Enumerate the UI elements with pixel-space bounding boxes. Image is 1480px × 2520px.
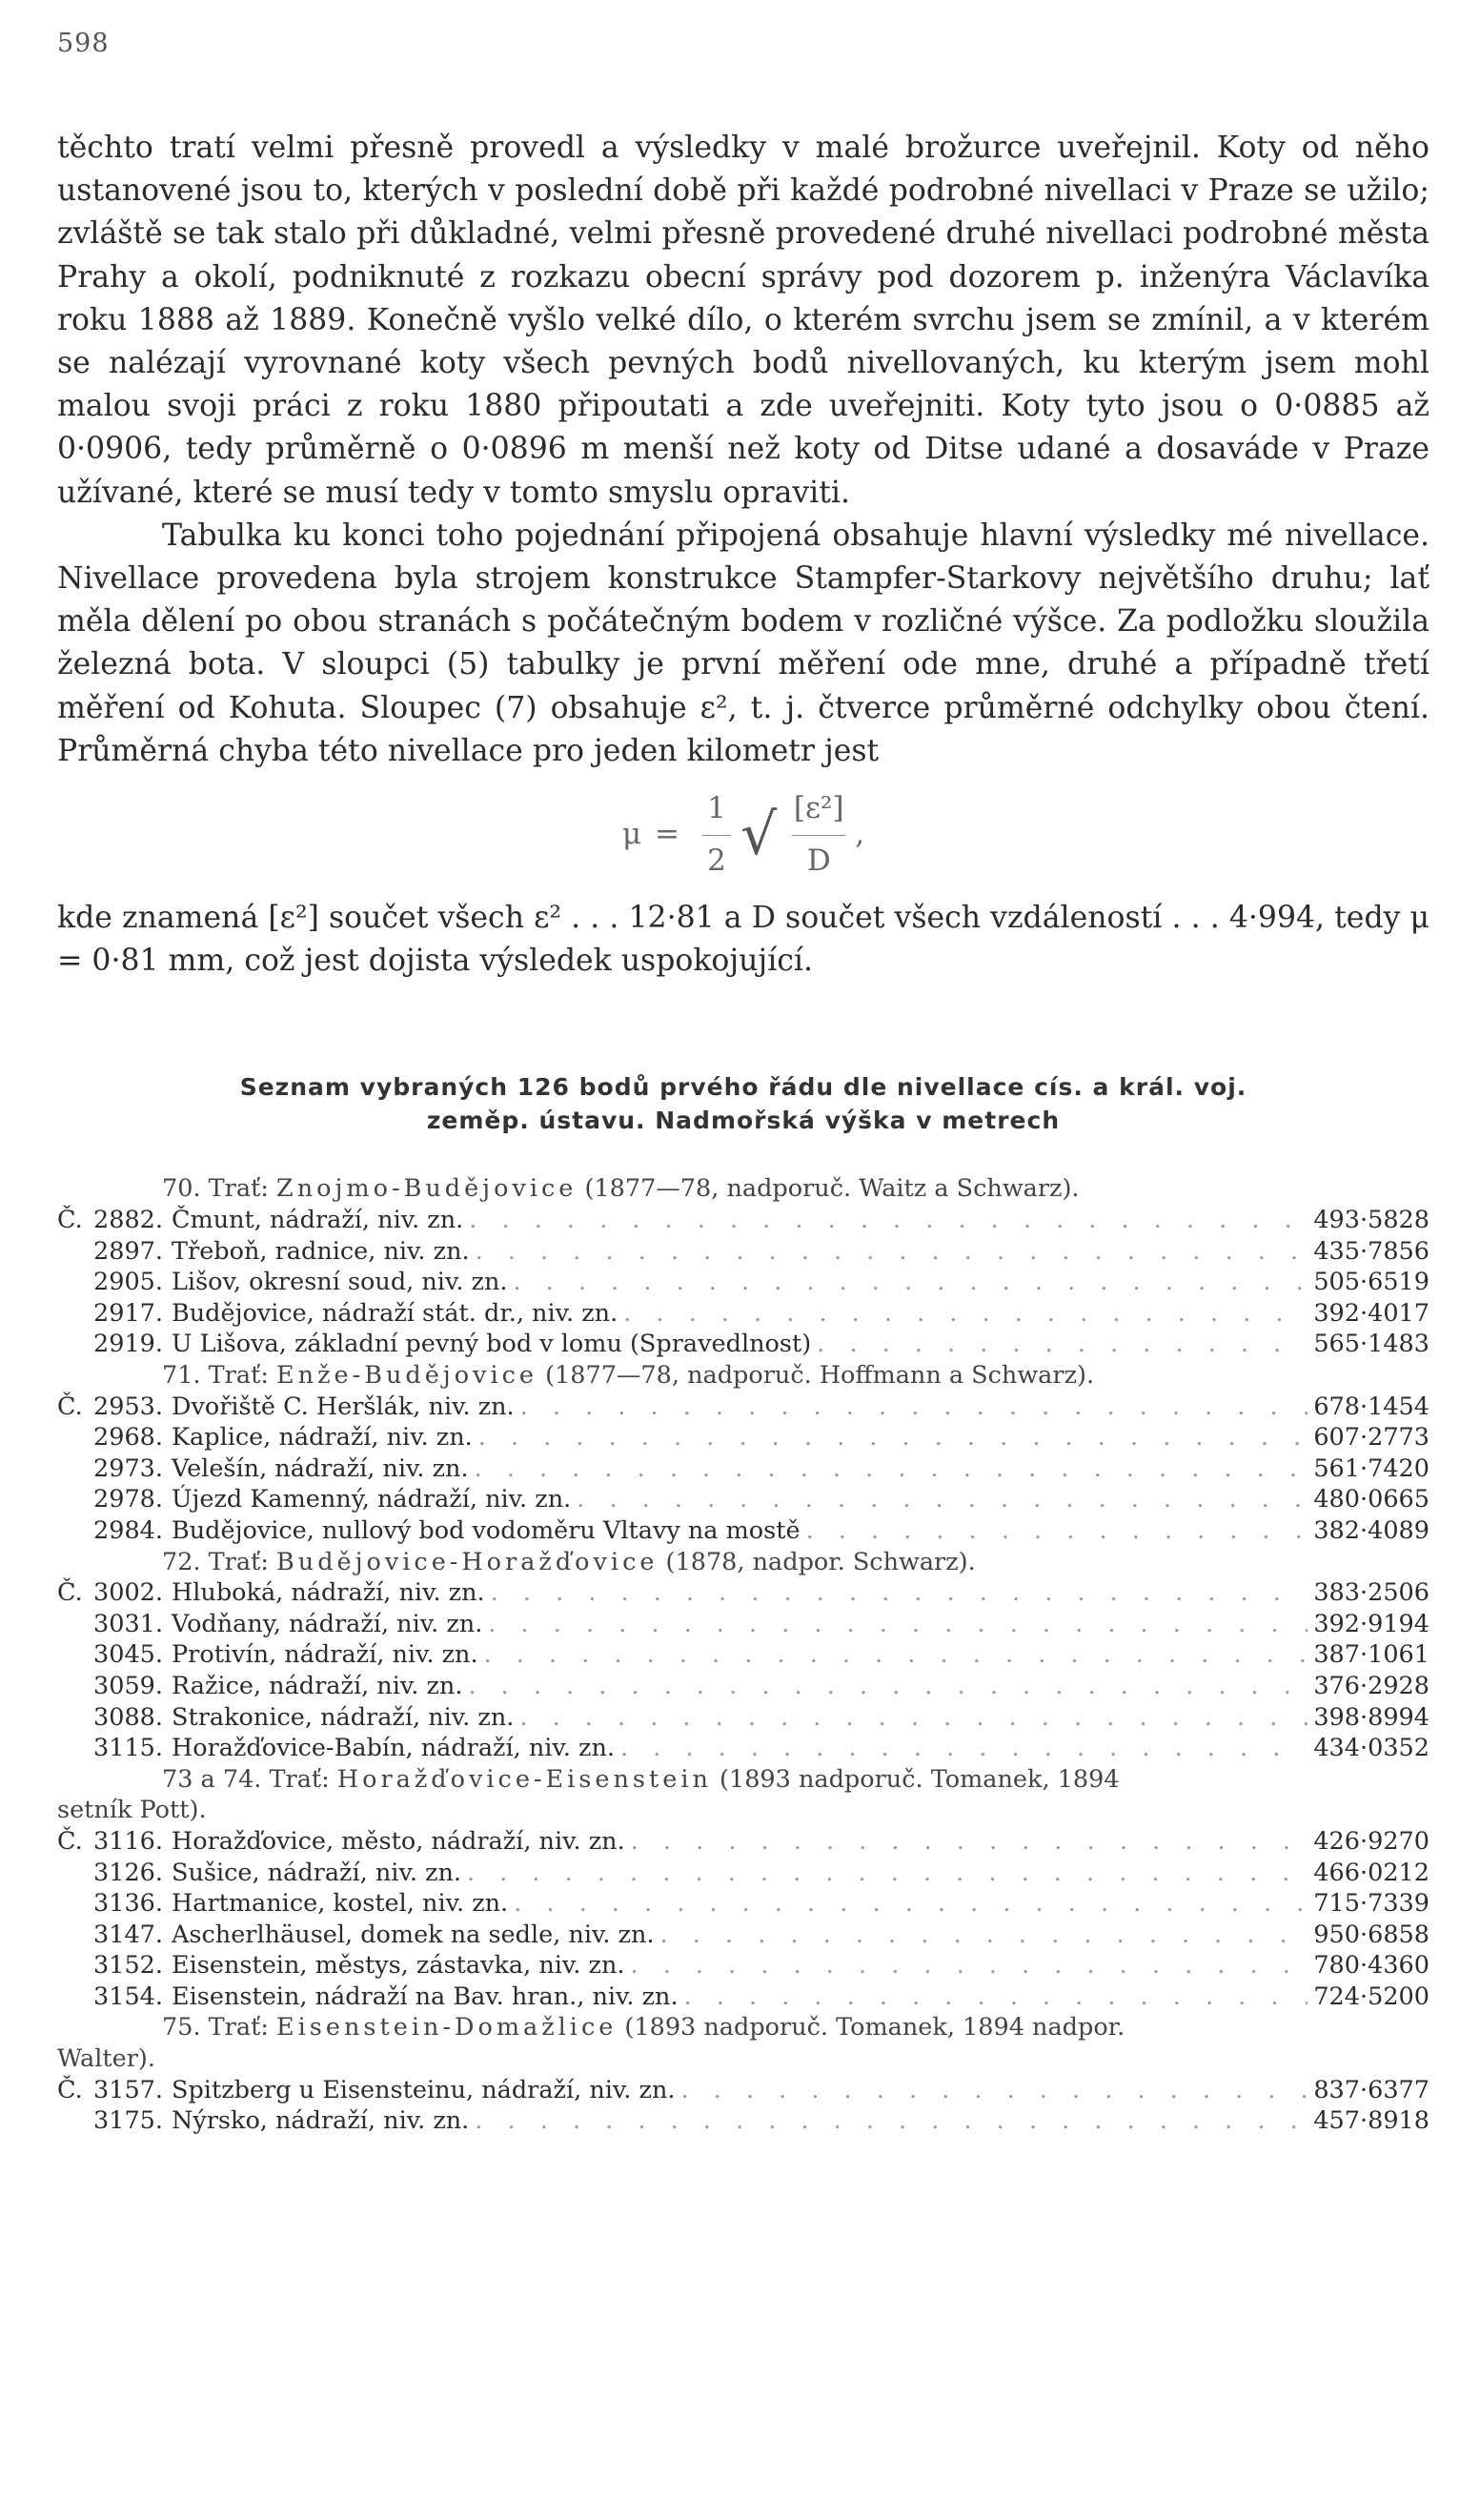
entry-number: 3059. xyxy=(93,1671,164,1700)
entry-name: Hartmanice, kostel, niv. zn. xyxy=(172,1889,509,1919)
paragraph: těchto tratí velmi přesně provedl a výsledky v malé brožurce uveřejnil. Koty od něho ustanovené jsou to, kterých v poslední době při každé podrobné nivellaci v Praze se užilo; zvláště se tak stalo při důkladné, velmi přesně provedené druhé nivellaci podrobné města Prahy a okolí, podniknuté z rozkazu obecní správy pod dozorem p. inženýra Václavíka roku 1888 až 1889. Konečně vyšlo velké dílo, o kterém svrchu jsem se zmínil, a v kterém se nalézají vyrovnané koty všech pevných bodů nivellovaných, ku kterým jsem mohl malou svoji práci z roku 1880 připoutati a zde uveřejniti. Koty tyto jsou o 0·0885 až 0·0906, tedy průměrně o 0·0896 m menší než koty od Ditse udané a dosaváde v Praze užívané, které se musí tedy v tomto smyslu opraviti. xyxy=(57,131,1429,510)
formula-equals: = xyxy=(655,817,680,852)
document-page xyxy=(57,29,1429,2137)
entry-name: Budějovice, nádraží stát. dr., niv. zn. xyxy=(172,1298,618,1328)
entry-altitude: 435·7856 xyxy=(1313,1236,1429,1266)
route-name: Enže-Budějovice xyxy=(276,1361,537,1391)
entry-number: 3116. xyxy=(93,1826,164,1856)
route-number: 75. xyxy=(162,2013,209,2042)
entry-altitude: 383·2506 xyxy=(1313,1578,1429,1608)
entry-number: 2882. xyxy=(93,1206,164,1235)
entry-altitude: 376·2928 xyxy=(1313,1671,1429,1700)
entry-altitude: 392·4017 xyxy=(1313,1298,1429,1328)
entry-altitude: 392·9194 xyxy=(1313,1609,1429,1638)
entry-name: Horažďovice-Babín, nádraží, niv. zn. xyxy=(172,1734,615,1763)
dot-leader xyxy=(623,1298,1308,1330)
fraction-bar xyxy=(792,835,845,836)
dot-leader xyxy=(817,1329,1308,1360)
route-number: 72. xyxy=(162,1547,209,1576)
list-heading xyxy=(57,1070,1429,1137)
route-label: Trať: xyxy=(208,1174,277,1204)
entry-number: 3157. xyxy=(93,2075,164,2104)
page-number: 598 xyxy=(57,29,110,58)
entry-altitude: 466·0212 xyxy=(1313,1858,1429,1887)
list-item xyxy=(57,1826,1429,1858)
entry-prefix: Č. xyxy=(57,2075,83,2104)
entry-altitude: 780·4360 xyxy=(1313,1951,1429,1981)
route-label: Trať: xyxy=(208,1361,277,1391)
dot-leader xyxy=(680,2075,1308,2106)
entry-number: 2984. xyxy=(93,1515,164,1545)
entry-name: Dvořiště C. Heršlák, niv. zn. xyxy=(172,1392,515,1421)
entry-altitude: 398·8994 xyxy=(1313,1702,1429,1732)
dot-leader xyxy=(806,1515,1308,1547)
entry-name: Ražice, nádraží, niv. zn. xyxy=(172,1671,463,1700)
entry-number: 2973. xyxy=(93,1453,164,1483)
dot-leader xyxy=(660,1920,1308,1951)
formula-explanation: kde znamená [ε²] součet všech ε² . . . 12·81 a D součet všech vzdáleností . . . 4·994, tedy μ = 0·81 mm, což jest dojista výsledek uspokojující. xyxy=(57,901,1429,979)
entry-name: Horažďovice, město, nádraží, niv. zn. xyxy=(172,1826,625,1856)
entry-altitude: 678·1454 xyxy=(1313,1392,1429,1421)
error-formula xyxy=(57,773,1429,897)
entry-name: Vodňany, nádraží, niv. zn. xyxy=(172,1609,483,1638)
root-denominator: D xyxy=(806,843,831,878)
list-item xyxy=(57,1484,1429,1515)
list-item xyxy=(57,1858,1429,1889)
list-item xyxy=(57,1639,1429,1671)
list-item xyxy=(57,1981,1429,2013)
entry-number: 2978. xyxy=(93,1485,164,1514)
entry-prefix: Č. xyxy=(57,1578,83,1608)
dot-leader xyxy=(514,1888,1308,1920)
list-item xyxy=(57,1888,1429,1920)
dot-leader xyxy=(631,1826,1308,1858)
list-item xyxy=(57,1205,1429,1236)
entry-number: 3136. xyxy=(93,1889,164,1919)
route-heading xyxy=(57,1547,1429,1578)
route-number: 73 a 74. xyxy=(162,1764,270,1794)
route-label: Trať: xyxy=(208,1547,277,1576)
fraction-numerator: 1 xyxy=(707,791,726,826)
dot-leader xyxy=(478,1422,1308,1453)
route-details: (1893 nadporuč. Tomanek, 1894 xyxy=(711,1764,1120,1794)
route-label: Trať: xyxy=(208,2013,277,2042)
route-number: 71. xyxy=(162,1361,209,1391)
list-item xyxy=(57,1267,1429,1298)
entry-number: 2919. xyxy=(93,1330,164,1359)
entry-number: 2968. xyxy=(93,1423,164,1453)
entry-name: Nýrsko, nádraží, niv. zn. xyxy=(172,2106,470,2136)
route-name: Horažďovice-Eisenstein xyxy=(336,1764,712,1794)
entry-altitude: 505·6519 xyxy=(1313,1268,1429,1297)
route-heading-continuation: setník Pott). xyxy=(57,1796,207,1825)
route-heading-continuation: Walter). xyxy=(57,2044,155,2074)
entry-name: Třeboň, radnice, niv. zn. xyxy=(172,1236,470,1266)
entry-number: 2953. xyxy=(93,1392,164,1421)
list-item xyxy=(57,1702,1429,1734)
entry-prefix: Č. xyxy=(57,1392,83,1421)
entry-altitude: 457·8918 xyxy=(1313,2106,1429,2136)
entry-altitude: 387·1061 xyxy=(1313,1640,1429,1670)
dot-leader xyxy=(475,2105,1308,2137)
entry-number: 2897. xyxy=(93,1236,164,1266)
entry-number: 3147. xyxy=(93,1920,164,1949)
entry-number: 3126. xyxy=(93,1858,164,1887)
dot-leader xyxy=(469,1205,1308,1236)
entry-name: Budějovice, nullový bod vodoměru Vltavy na mostě xyxy=(172,1515,801,1545)
dot-leader xyxy=(475,1453,1308,1485)
route-details: (1877—78, nadporuč. Hoffmann a Schwarz). xyxy=(537,1361,1095,1391)
list-item xyxy=(57,2105,1429,2137)
entry-name: Kaplice, nádraží, niv. zn. xyxy=(172,1423,473,1453)
route-details: (1878, nadpor. Schwarz). xyxy=(658,1547,976,1576)
formula-fraction xyxy=(702,787,731,882)
formula-lhs: μ xyxy=(621,817,642,852)
list-item xyxy=(57,2075,1429,2106)
route-name: Budějovice-Horažďovice xyxy=(276,1547,659,1576)
route-number: 70. xyxy=(162,1174,209,1204)
fraction-denominator: 2 xyxy=(707,843,726,878)
entry-altitude: 715·7339 xyxy=(1313,1889,1429,1919)
formula-root-fraction xyxy=(792,787,845,882)
entry-number: 3154. xyxy=(93,1981,164,2011)
list-item xyxy=(57,1733,1429,1764)
list-item xyxy=(57,1392,1429,1423)
entry-name: Lišov, okresní soud, niv. zn. xyxy=(172,1268,508,1297)
entry-altitude: 561·7420 xyxy=(1313,1453,1429,1483)
entry-altitude: 493·5828 xyxy=(1313,1206,1429,1235)
list-item xyxy=(57,1453,1429,1485)
route-details: (1877—78, nadporuč. Waitz a Schwarz). xyxy=(577,1174,1080,1204)
entry-name: Hluboká, nádraží, niv. zn. xyxy=(172,1578,485,1608)
entry-name: Velešín, nádraží, niv. zn. xyxy=(172,1453,469,1483)
entry-number: 2905. xyxy=(93,1268,164,1297)
list-item xyxy=(57,1609,1429,1640)
entry-number: 3045. xyxy=(93,1640,164,1670)
entry-prefix: Č. xyxy=(57,1826,83,1856)
entry-altitude: 565·1483 xyxy=(1313,1330,1429,1359)
entry-altitude: 607·2773 xyxy=(1313,1423,1429,1453)
list-item xyxy=(57,1671,1429,1702)
entry-altitude: 426·9270 xyxy=(1313,1826,1429,1856)
body-text xyxy=(57,127,1429,983)
list-item xyxy=(57,1298,1429,1330)
entry-name: Čmunt, nádraží, niv. zn. xyxy=(172,1206,464,1235)
entry-name: Sušice, nádraží, niv. zn. xyxy=(172,1858,461,1887)
entry-altitude: 837·6377 xyxy=(1313,2075,1429,2104)
entry-number: 3115. xyxy=(93,1734,164,1763)
dot-leader xyxy=(620,1733,1308,1764)
list-item xyxy=(57,1422,1429,1453)
entry-name: Ascherlhäusel, domek na sedle, niv. zn. xyxy=(172,1920,655,1949)
entry-number: 3175. xyxy=(93,2106,164,2136)
entry-altitude: 434·0352 xyxy=(1313,1734,1429,1763)
list-item xyxy=(57,1329,1429,1360)
dot-leader xyxy=(467,1858,1308,1889)
root-numerator: [ε²] xyxy=(793,791,844,826)
entry-name: Eisenstein, nádraží na Bav. hran., niv. zn. xyxy=(172,1981,679,2011)
entry-number: 3031. xyxy=(93,1609,164,1638)
entry-name: Eisenstein, městys, zástavka, niv. zn. xyxy=(172,1951,625,1981)
benchmark-listing xyxy=(57,1173,1429,2136)
formula-tail: , xyxy=(855,817,865,852)
dot-leader xyxy=(514,1267,1308,1298)
list-item xyxy=(57,1577,1429,1609)
entry-number: 3088. xyxy=(93,1702,164,1732)
list-title-line-2: zeměp. ústavu. Nadmořská výška v metrech xyxy=(426,1107,1061,1135)
route-heading xyxy=(57,1173,1429,1205)
paragraph: Tabulka ku konci toho pojednání připojená obsahuje hlavní výsledky mé nivellace. Nivellace provedena byla strojem konstrukce Stampfer-Starkovy největšího druhu; lať měla dělení po obou stranách s počátečným bodem v rozličné výšce. Za podložku sloužila železná bota. V sloupci (5) tabulky je první měření ode mne, druhé a případně třetí měření od Kohuta. Sloupec (7) obsahuje ε², t. j. čtverce průměrné odchylky obou čtení. Průměrná chyba této nivellace pro jeden kilometr jest xyxy=(57,518,1429,768)
dot-leader xyxy=(630,1950,1308,1981)
route-heading xyxy=(57,2012,1429,2043)
dot-leader xyxy=(684,1981,1308,2013)
entry-prefix: Č. xyxy=(57,1206,83,1235)
dot-leader xyxy=(484,1639,1308,1671)
dot-leader xyxy=(476,1236,1308,1268)
list-item xyxy=(57,1236,1429,1268)
dot-leader xyxy=(520,1392,1308,1423)
entry-name: Spitzberg u Eisensteinu, nádraží, niv. zn. xyxy=(172,2075,676,2104)
entry-number: 3152. xyxy=(93,1951,164,1981)
entry-number: 2917. xyxy=(93,1298,164,1328)
entry-number: 3002. xyxy=(93,1578,164,1608)
entry-altitude: 382·4089 xyxy=(1313,1515,1429,1545)
entry-altitude: 724·5200 xyxy=(1313,1981,1429,2011)
route-details: (1893 nadporuč. Tomanek, 1894 nadpor. xyxy=(617,2013,1125,2042)
route-name: Eisenstein-Domažlice xyxy=(276,2013,618,2042)
dot-leader xyxy=(491,1577,1308,1609)
route-name: Znojmo-Budějovice xyxy=(276,1174,578,1204)
dot-leader xyxy=(468,1671,1308,1702)
entry-altitude: 950·6858 xyxy=(1313,1920,1429,1949)
entry-name: U Lišova, základní pevný bod v lomu (Spravedlnost) xyxy=(172,1330,812,1359)
square-root-sign: √ xyxy=(740,802,778,869)
route-heading xyxy=(57,1764,1429,1796)
dot-leader xyxy=(519,1702,1308,1734)
list-title-line-1: Seznam vybraných 126 bodů prvého řádu dle nivellace cís. a král. voj. xyxy=(239,1073,1247,1102)
dot-leader xyxy=(488,1609,1308,1640)
route-label: Trať: xyxy=(269,1764,337,1794)
fraction-bar xyxy=(702,835,731,836)
list-item xyxy=(57,1950,1429,1981)
entry-name: Strakonice, nádraží, niv. zn. xyxy=(172,1702,515,1732)
dot-leader xyxy=(577,1484,1308,1515)
list-item xyxy=(57,1515,1429,1547)
route-heading xyxy=(57,1360,1429,1392)
entry-name: Protivín, nádraží, niv. zn. xyxy=(172,1640,478,1670)
list-item xyxy=(57,1920,1429,1951)
entry-name: Újezd Kamenný, nádraží, niv. zn. xyxy=(172,1485,572,1514)
entry-altitude: 480·0665 xyxy=(1313,1485,1429,1514)
